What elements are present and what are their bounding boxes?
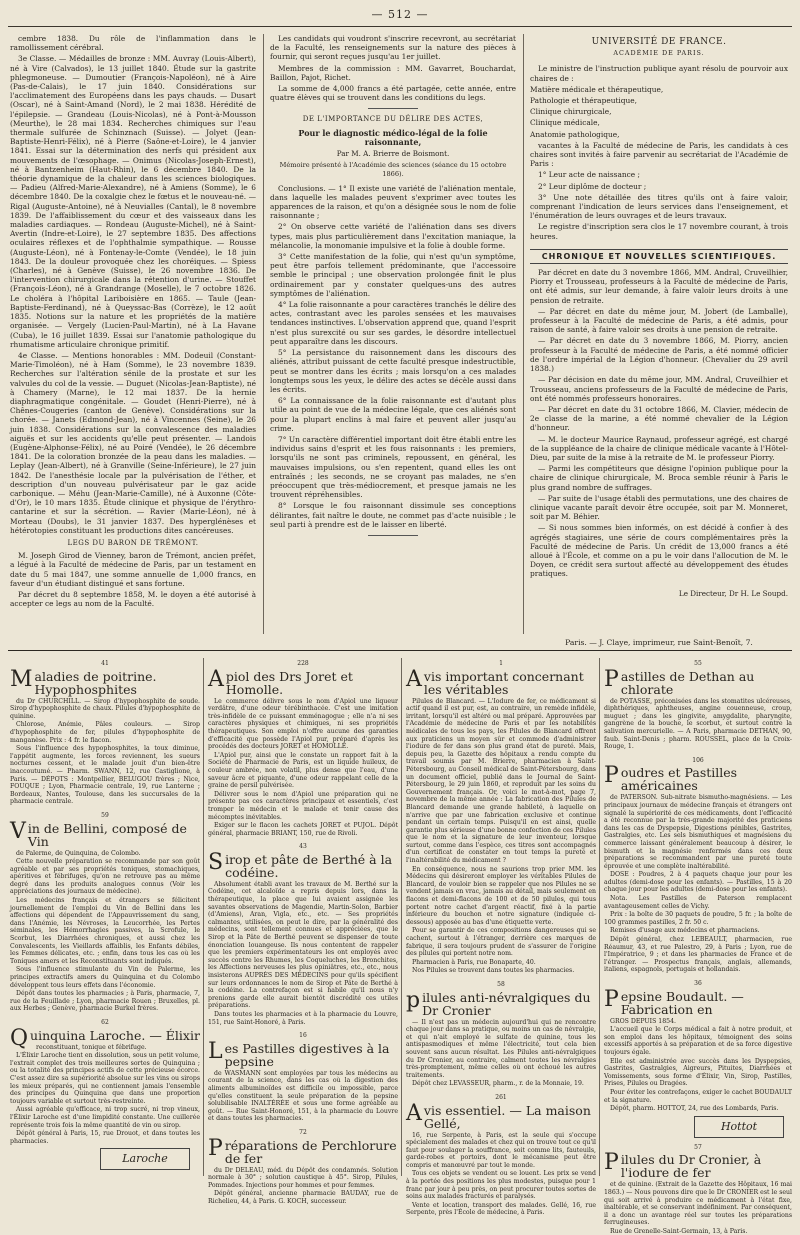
handwritten-signature: Laroche [100, 1148, 190, 1170]
column-2 [270, 34, 516, 636]
ad-title-initial: P [604, 986, 619, 1012]
ad-text: Pharmacien à Paris, rue Bonaparte, 40. [412, 958, 536, 966]
ad-title [10, 818, 200, 849]
ad-text: de PATERSON. Sub-nitrate bismutho-magnésiens. — Les principaux journaux de médecine français et étrangers ont signalé la supériorité de ces médicaments, dont l'efficacité a été reconnue par la très-grande majorité des praticiens dans les cas de Dyspepsie, Digestions pénibles, Gastrites, Gastralgies, etc. Les sels bismuthiques et magnésiens du commerce laissant généralement beaucoup à désirer, le bismuth et la magnésie renfermés dans ces deux préparations se recommandent par une pureté toute éprouvée et une complète inaltérabilité. [604, 794, 792, 870]
paragraph: 5° La persistance du raisonnement dans les discours des aliénés, attribut puissant de cette faculté presque indestructible, peut se montrer dans les écrits ; mais lorsqu'on a ces malades longtemps sous les yeux, le délire des actes se décèle aussi dans les écrits. [270, 348, 516, 394]
university-heading: UNIVERSITÉ DE FRANCE. [591, 37, 727, 47]
advertisement [10, 1019, 200, 1170]
ad-text: de WASMANN sont employées par tous les médecins au courant de la science, dans les cas où la digestion des aliments albuminoïdes est difficile ou impossible, parce qu'elles constituent la seule préparation de la pepsine solubilisable INALTÉRÉE et sous une forme agréable au goût. — Rue Saint-Honoré, 151, à la pharmacie du Louvre et dans toutes les pharmacies. [208, 1069, 398, 1123]
ad-title [208, 1135, 398, 1166]
chairs-intro: Le ministre de l'instruction publique ayant résolu de pourvoir aux chaires de : [530, 64, 788, 83]
chairs-list [530, 85, 788, 139]
ad-title-rest: in de Bellini, composé de Vin [27, 820, 187, 849]
advertisement [604, 757, 792, 974]
paragraph: — Si nous sommes bien informés, on est décidé à confier à des agrégés stagiaires, une série de cours complémentaires près la Faculté de médecine de Paris. Un crédit de 13,000 francs a été alloué à l'École, et comme on a pu le voir dans l'allocution de M. le Doyen, ce crédit sera surtout affecté au développement des études pratiques. [530, 523, 788, 579]
ad-title-rest: oudres et Pastilles américaines [620, 765, 738, 794]
news-list [530, 268, 788, 579]
ad-text: Vente et location, transport des malades. Gellé, 16, rue Serpente, près l'École de médecine, à Paris. [406, 1201, 596, 1217]
ad-number: 106 [692, 756, 704, 764]
paragraph: — Par décret en date du 31 octobre 1866, M. Clavier, médecin de 2e classe de la marine, a été nommé chevalier de la Légion d'honneur. [530, 404, 788, 433]
ad-text: DOSE : Poudres, 2 à 4 paquets chaque jour pour les adultes (demi-dose pour les enfants). — Pastilles, 15 à 20 chaque jour pour les adultes (demi-dose pour les enfants). [604, 871, 792, 894]
ad-title-rest: es Pastilles digestives à la pepsine [224, 1040, 390, 1069]
ad-text: Pour se garantir de ces compositions dangereuses qui se cachent, surtout à l'étranger, derrière ces marques de fabrique, il sera toujours prudent de s'assurer de l'origine des pilules qui portent notre nom. [406, 927, 596, 958]
ad-title-initial: S [208, 849, 224, 875]
column-divider [263, 34, 264, 634]
ad-text: Prix : la boîte de 30 paquets de poudre, 5 fr. ; la boîte de 100 grammes pastilles, 2 fr. 50 c. [604, 911, 792, 926]
ad-title-rest: ilules anti-névralgiques du Dr Cronier [422, 989, 591, 1018]
advertisement [406, 981, 596, 1088]
ad-text: Tous ces objets se vendent ou se louent. Les prix se vend à la portée des positions les plus modestes, puisque pour 1 franc par jour à peu près, on peut procurer toutes sortes de soins aux malades fracturés et paralysés. [406, 1170, 596, 1201]
paragraph: — Parmi les compétiteurs que désigne l'opinion publique pour la chaire de clinique chirurgicale, M. Broca semble réunir à Paris le plus grand nombre de suffrages. [530, 464, 788, 492]
paragraph: 3° Une note détaillée des titres qu'ils ont à faire valoir, comprenant l'indication de leurs services dans l'enseignement, et l'énumération de leurs ouvrages et de leurs travaux. [530, 192, 788, 221]
advertisement [10, 660, 200, 806]
ad-text: Délivrer sous le nom d'Apiol une préparation qui ne présente pas ces caractères principaux et essentiels, c'est tromper le médecin et le malade et tenir cause des mécomptes inévitables. [208, 790, 398, 821]
paragraph: Clinique médicale, [530, 118, 600, 128]
ad-text: Dépôt, pharm. HOTTOT, 24, rue des Lombards, Paris. [610, 1105, 779, 1113]
ad-text: du Dr DELEAU, méd. du Dépôt des condamnés. Solution normale à 30° ; solution caustique à 45°. Sirop, Pilules, Pommades. Injections pour hommes et pour femmes. [208, 1166, 398, 1189]
paragraph: 2° Leur diplôme de docteur ; [538, 181, 647, 191]
ad-text: Le commerce délivre sous le nom d'Apiol une liqueur verdâtre, d'une odeur térébinthacée. C'est une imitation très-infidèle de ce puissant emménagogue ; elle n'a ni ses caractères physiques et chimiques, ni ses propriétés thérapeutiques. Son emploi n'offre aucune des garanties d'efficacité que possède l'Apiol pur, préparé d'après les procédés des docteurs JORET et HOMOLLE. [208, 697, 398, 751]
ad-text: Nos Pilules se trouvent dans toutes les pharmacies. [412, 967, 575, 975]
ad-number: 58 [497, 980, 505, 988]
paragraph: Par décret en date du 3 novembre 1866, MM. Andral, Cruveilhier, Piorry et Trousseau, professeurs à la Faculté de médecine de Paris, ont été admis, sur leur demande, à faire valoir leurs droits à une pension de retraite. [530, 268, 788, 305]
chairs-p2: vacantes à la Faculté de médecine de Paris, les candidats à ces chaires sont invités à faire parvenir au secrétariat de l'Académie de Paris : [530, 140, 788, 169]
advertisement [604, 1144, 792, 1235]
legs-title: LEGS DU BARON DE TRÉMONT. [67, 538, 199, 547]
ad-text: Chlorose, Anémie, Pâles couleurs. — Sirop d'hypophosphite de fer, pilules d'hypophosphite de manganèse. Prix : 4 fr. le flacon. [10, 721, 200, 744]
ad-title-initial: A [208, 666, 224, 692]
paragraph: Les candidats qui voudront s'inscrire recevront, au secrétariat de la Faculté, les renseignements sur la nature des pièces à fournir, qui seront reçues jusqu'au 1er juillet. [270, 34, 516, 62]
paragraph: Clinique chirurgicale, [530, 107, 612, 117]
paragraph: 8° Lorsque le fou raisonnant dissimule ses conceptions délirantes, fait naître le doute, ne commet pas d'acte nuisible ; le seul parti à prendre est de le laisser en liberté. [270, 501, 516, 529]
ad-text: de Palerme, de Quinquina, de Colombo. [16, 849, 141, 857]
ad-title-initial: P [208, 1135, 223, 1161]
paragraph: 3e Classe. — Médailles de bronze : MM. Auvray (Louis-Albert), né à Vire (Calvados), le 13 juillet 1840. Étude sur la gastrite phlegmoneuse. — Dumoutier (François-Napoléon), né à Aire (Pas-de-Calais), le 17 juin 1840. Considérations sur l'acclimatement des Européens dans les pays chauds. — Dusart (Oscar), né à Saint-Amand (Nord), le 2 mai 1838. Hérédité de l'épilepsie. — Grandeau (Louis-Nicolas), né à Pont-à-Mousson (Meurthe), le 28 mai 1834. Recherches chimiques sur l'eau thermale sulfurée de Schinznach (Suisse). — Jolyet (Jean-Baptiste-Henri-Félix), né à Pierre (Saône-et-Loire), le 4 janvier 1841. Essai sur la détermination des nerfs qui président aux mouvements de l'œsophage. — Onimus (Nicolas-Joseph-Ernest), né à Bantzenheim (Haut-Rhin), le 6 décembre 1840. De la théorie dynamique de la chaleur dans les sciences biologiques. — Padieu (Alfred-Marie-Alexandre), né à Amiens (Somme), le 6 décembre 1840. De la coxalgie chez le fœtus et le nouveau-né. — Rigal (Auguste-Antoine), né à Neuvialles (Cantal), le 8 novembre 1839. De l'affaiblissement du cœur et des vaisseaux dans les maladies cardiaques. — Rondeau (Auguste-Michel), né à Saint-Avertin (Indre-et-Loire), le 27 septembre 1835. Des affections oculaires réflexes et de l'ophthalmie sympathique. — Rousse (Auguste-Léon), né à Fontenay-le-Comte (Vendée), le 18 juin 1843. De la douleur provoquée chez les choréiques. — Spiess (Charles), né à Genève (Suisse), le 26 novembre 1836. De l'intervention chirurgicale dans la rétention d'urine. — Stouffet (François-Léon), né à Grandrange (Moselle), le 7 octobre 1826. Le choléra à l'hôpital Lariboisière en 1865. — Taule (Jean-Baptiste-Ferdinand), né à Queyssac-Bas (Corrèze), le 12 août 1835. Notions sur la nature et les propriétés de la matière organisée. — Vergely (Lucien-Paul-Martin), né à La Havane (Cuba), le 16 juillet 1839. Essai sur l'anatomie pathologique du rhumatisme articulaire chronique primitif. [10, 54, 256, 349]
ad-title [10, 666, 200, 697]
ad-title-rest: uinquina Laroche. — Élixir [30, 1027, 200, 1043]
column-1 [10, 34, 256, 636]
ad-text: Nota. Les Pastilles de Paterson remplacent avantageusement celles de Vichy. [604, 895, 792, 910]
ad-title [604, 986, 792, 1017]
ad-text: de POTASSE, préconisées dans les stomatites ulcéreuses, diphthériques, aphtheuses, angine couenneuse, croup, muguet ; dans les gingivite, amygdalite, pharyngite, gangrène de la bouche, le scorbut, et surtout contre la salivation mercurielle. — A Paris, pharmacie DETHAN, 90, faub. Saint-Denis ; pharm. ROUSSEL, place de la Croix-Rouge, 1. [604, 697, 792, 751]
paragraph: 6° La connaissance de la folie raisonnante est d'autant plus utile au point de vue de la médecine légale, que ces aliénés sont pour la plupart enclins à mal faire et peuvent aller jusqu'au crime. [270, 396, 516, 433]
ad-text: Dans toutes les pharmacies et à la pharmacie du Louvre, 151, rue Saint-Honoré, à Paris. [208, 1010, 398, 1026]
article-paragraphs [270, 184, 516, 529]
ad-text: Dépôt dans toutes les pharmacies ; à Paris, pharmacie, 7, rue de la Feuillade ; Lyon, pharmacie Rouen ; Bruxelles, pl. aux Herbes ; Genève, pharmacie Burkel frères. [10, 990, 200, 1013]
ad-column-1 [10, 658, 200, 1176]
paragraph: Conclusions. — 1° Il existe une variété de l'aliénation mentale, dans laquelle les malades peuvent s'exprimer avec toutes les apparences de la raison, et qu'on a désignée sous le nom de folie raisonnante ; [270, 183, 516, 221]
ad-text: Dépôt chez LEVASSEUR, pharm., r. de la Monnaie, 19. [412, 1080, 584, 1088]
ad-title-initial: P [604, 666, 619, 692]
ads-rule [8, 650, 792, 651]
ad-number: 16 [299, 1032, 307, 1040]
ad-text: En conséquence, nous ne saurions trop prier MM. les Médecins qui désireront employer les véritables Pilules de Blancard, de vouloir bien se rappeler que nos Pilules ne se vendent jamais en vrac, jamais au détail, mais seulement en flacons et demi-flacons de 100 et de 50 pilules, qui tous portent notre cachet d'argent réactif, fixé à la partie inférieure du bouchon et notre signature (indiquée ci-dessous) apposée au bas d'une étiquette verte. [406, 865, 596, 926]
academy-heading: ACADÉMIE DE PARIS. [613, 49, 705, 58]
ad-title-initial: P [604, 1150, 619, 1176]
ad-title [604, 763, 792, 794]
ad-title [406, 1100, 596, 1131]
ad-number: 41 [101, 660, 109, 667]
advertisements [0, 658, 800, 1235]
article-memo: Mémoire présenté à l'Académie des sciences (séance du 15 octobre 1866). [279, 161, 507, 179]
ad-text: GROS DEPUIS 1854. [610, 1017, 676, 1025]
advertisement [208, 1032, 398, 1123]
paragraph: 4e Classe. — Mentions honorables : MM. Dodeuil (Constant-Marie-Timoléon), né à Ham (Somme), le 23 novembre 1839. Recherches sur l'altération sénile de la prostate et sur les valvules du col de la vessie. — Duguet (Nicolas-Jean-Baptiste), né à Chamery (Marne), le 12 mai 1837. De la hernie diaphragmatique congénitale. — Goudet (Henri-Pierre), né à Chênes-Cougeries (canton de Genève). Considérations sur la chorée. — Janets (Edmond-Jean), né à Vincennes (Seine), le 26 juin 1838. Considérations sur la convalescence des maladies aiguës et sur les accidents qu'elle peut présenter. — Landois (Eugène-Alphonse-Félix), né au Poiré (Vendée), le 26 décembre 1841. De la coloration bronzée de la peau dans les maladies. — Leplay (Jean-Albert), né à Granville (Seine-Inférieure), le 27 juin 1842. De l'anesthésie locale par la pulvérisation de l'éther, et description d'un nouveau pulvérisateur par le gaz acide carbonique. — Méhu (Jean-Marie-Camille), né à Auxonne (Côte-d'Or), le 10 mars 1835. Étude clinique et physique de l'érythro-cantarine et sur la sécrétion. — Ravier (Marie-Léon), né à Morteau (Doubs), le 31 janvier 1837. Des hyperglénèses et hétérotopies constituant les productions dites cancéreuses. [10, 350, 256, 535]
ad-text: Remises d'usage aux médecins et pharmaciens. [610, 927, 760, 935]
article-author: Par M. A. Brierre de Boismont. [336, 149, 450, 159]
ad-title-rest: ilules du Dr Cronier, à l'iodure de fer [620, 1152, 762, 1181]
paragraph: cembre 1838. Du rôle de l'inflammation dans le ramollissement cérébral. [10, 34, 256, 53]
ad-number: 261 [495, 1093, 507, 1101]
paragraph: 2° On observe cette variété de l'aliénation dans ses divers types, mais plus particulièrement dans l'excitation maniaque, la mélancolie, la monomanie impulsive et la folie à double forme. [270, 222, 516, 250]
paragraph: La somme de 4,000 francs a été partagée, cette année, entre quatre élèves qui se trouvent dans les conditions du legs. [270, 84, 516, 103]
paragraph: Membres de la commission : MM. Gavarret, Bouchardat, Baillon, Pajot, Richet. [270, 63, 516, 82]
paragraph: 7° Un caractère différentiel important doit être établi entre les individus sains d'esprit et les fous raisonnants : les premiers, lorsqu'ils ne sont pas criminels, repoussent, en général, les mauvaises impulsions, ou s'en repentent, quand elles les ont entraînés ; les seconds, ne se croyant pas malades, ne s'en préoccupent que très-médiocrement, et presque jamais ne les trouvent répréhensibles. [270, 434, 516, 500]
paragraph: 4° La folie raisonnante a pour caractères tranchés le délire des actes, contrastant avec les paroles sensées et les mauvaises tendances instinctives. L'observation apprend que, quand l'esprit n'est plus surexcité ou sur ses gardes, le désordre intellectuel peut apparaître dans les discours. [270, 300, 516, 346]
advertisement [208, 1129, 398, 1206]
paragraph: M. Joseph Girod de Vienney, baron de Trémont, ancien préfet, a légué à la Faculté de médecine de Paris, par un testament en date du 5 mai 1847, une somme annuelle de 1,000 francs, en faveur d'un étudiant distingué et sans fortune. [10, 551, 256, 588]
ad-text: Elle est administrée avec succès dans les Dyspepsies, Gastrites, Gastralgies, Aigreurs, Pituites, Diarrhées et Vomissements, sous forme d'Élixir, Vin, Sirop, Pastilles, Prises, Pilules ou Dragées. [604, 1057, 792, 1088]
ad-title-initial: P [604, 763, 619, 789]
ad-title [406, 987, 596, 1018]
ad-text: du Dr CHURCHILL. — Sirop d'hypophosphite de soude. Sirop d'hypophosphite de chaux. Pilules d'hypophosphite de quinine. [10, 697, 200, 720]
ad-text: Dépôt général, ancienne pharmacie BAUDAY, rue de Richelieu, 44, à Paris. G. KOCH, successeur. [208, 1190, 398, 1205]
paragraph: — Par décret en date du 3 novembre 1866, M. Piorry, ancien professeur à la Faculté de médecine de Paris, a été nommé officier de l'ordre impérial de la Légion d'honneur. (Chevalier du 29 avril 1838.) [530, 336, 788, 374]
separator [368, 108, 418, 109]
ad-column-4 [604, 658, 792, 1235]
ad-number: 59 [101, 811, 109, 819]
ad-text: Pilules de Blancard. — L'Iodure de fer, ce médicament si actif quand il est pur, est, au contraire, un remède infidèle, irritant, lorsqu'il est altéré ou mal préparé. Approuvées par l'Académie de médecine de Paris et par les notabilités médicales de tous les pays, les Pilules de Blancard offrent aux praticiens un moyen sûr et commode d'administrer l'iodure de fer dans son plus grand état de pureté. Mais, depuis peu, la Gazette des hôpitaux a rendu compte du travail soumis par M. Brierre, pharmacien à Saint-Pétersbourg, au Conseil médical de Saint-Pétersbourg, dans un document officiel, publié dans le Journal de Saint-Pétersbourg, le 29 juin 1860, et reproduit par les soins du Gouvernement français. Or, voici le mot-à-mot, page 7, novembre de la même année : La fabrication des Pilules de Blancard demande une grande habileté, à laquelle on n'arrive que par une fabrication exclusive et continue pendant un certain temps. Puisqu'il en est ainsi, quelle garantie plus sérieuse d'une bonne confection de ces Pilules que le nom et la signature de leur inventeur, lorsque surtout, comme dans l'espèce, ces titres sont accompagnés d'un certificat de constater en tout temps la pureté et l'inaltérabilité du médicament ? [406, 697, 596, 865]
paragraph: 3° Cette manifestation de la folie, qui n'est qu'un symptôme, peut être parfois tellement prédominante, que l'accessoire semble le principal ; une observation prolongée finit le plus ordinairement par y constater quelques-uns des autres symptômes de l'aliénation. [270, 252, 516, 298]
paragraph: Pathologie et thérapeutique, [530, 96, 638, 106]
paragraph: Par décret du 8 septembre 1858, M. le doyen a été autorisé à accepter ce legs au nom de la Faculté. [10, 589, 256, 609]
requirements-list [530, 170, 788, 220]
ad-text: Cette nouvelle préparation se recommande par son goût agréable et par ses propriétés toniques, stomachiques, apéritives et fébrifuges, qu'on ne retrouve pas au même degré dans les produits analogues connus (Voir les appréciations des journaux de médecine). [10, 858, 200, 896]
advertisement [208, 843, 398, 1026]
advertisement [406, 660, 596, 975]
ad-text: Rue de Grenelle-Saint-Germain, 13, à Paris. [610, 1227, 748, 1235]
paragraph: — Par suite de l'usage établi des permutations, une des chaires de clinique vacante paraît devoir être occupée, soit par M. Monneret, soit par M. Béhier. [530, 493, 788, 522]
ad-text: Sous l'influence stimulante du Vin de Palerme, les principes extractifs amers du Quinquina et du Colombo développent tous leurs effets dans l'économie. [10, 966, 200, 989]
ad-title-rest: vis essentiel. — La maison Gellé, [423, 1102, 591, 1131]
ad-title [604, 1150, 792, 1181]
legs-paragraphs [10, 551, 256, 608]
ad-number: 57 [694, 1143, 702, 1151]
ad-number: 43 [299, 843, 307, 851]
column-divider [523, 34, 524, 634]
ad-text: L'Apiol pur, ainsi que le constate un rapport fait à la Société de Pharmacie de Paris, est un liquide huileux, de couleur ambrée, non volatil, plus dense que l'eau, d'une saveur âcre et piquante, d'une odeur rappelant celle de la graine de persil pulvérisée. [208, 751, 398, 790]
ad-text: L'Élixir Laroche tient en dissolution, sous un petit volume, l'extrait complet des trois meilleures sortes de Quinquina ; ou la totalité des principes actifs de cette précieuse écorce. C'est assez dire sa supériorité absolue sur les vins ou sirops les mieux préparés, qui ne contiennent jamais l'ensemble des principes du Quinquina que dans une proportion toujours variable et surtout très-restreinte. [10, 1052, 200, 1105]
ad-title-initial: A [406, 1100, 422, 1126]
advertisement [406, 1094, 596, 1217]
ad-text: L'accueil que le Corps médical a fait à notre produit, et son emploi dans les hôpitaux, témoignent des soins excessifs apportés à sa préparation et de sa force digestive toujours égale. [604, 1026, 792, 1056]
ad-title-rest: piol des Drs Joret et Homolle. [225, 668, 353, 697]
ad-text: Absolument établi avant les travaux de M. Berthé sur la Codéine, cet alcaloïde a repris depuis lors, dans la thérapeutique, la place que lui avaient assignée les savantes observations de Magendie, Martin-Solon, Barbier (d'Amiens), Aran, Vigla, etc., etc. — Ses propriétés calmantes, utilisées, on peut le dire, par la généralité des médecins, sont tellement connues et appréciées, que le Sirop et la Pâte de Berthé peuvent se dispenser de toute énonciation louangeuse. Ils nous contentent de rappeler que les premiers expérimentateurs les ont employés avec succès contre les Rhumes, les Coqueluches, les Bronchites, les Affections nerveuses les plus opiniâtres, etc., etc., nous insisterons AUPRÈS DES MÉDECINS pour qu'ils spécifient sur leurs ordonnances le nom de Sirop et Pâte de Berthé à la codéine. La contrefaçon est si habile qu'il nous n'y prenions garde elle aurait bientôt discrédité ces utiles préparations. [208, 880, 398, 1010]
ad-number: 72 [299, 1128, 307, 1136]
ad-title-initial: Q [10, 1025, 29, 1051]
handwritten-signature: Hottot [694, 1116, 784, 1138]
ad-text: 16, rue Serpente, à Paris, est la seule qui s'occupe spécialement des malades et chez qui on trouve tout ce qu'il faut pour soulager la souffrance, soit comme lits, fauteuils, garde-robes et portoirs, dont le mécanisme peut être compris et manœuvré par tout le monde. [406, 1131, 596, 1169]
paragraph: Anatomie pathologique, [530, 129, 620, 139]
ad-title-initial: A [406, 666, 422, 692]
page-header [0, 8, 800, 30]
ad-text: reconstituant, tonique et fébrifuge. [36, 1043, 147, 1051]
ad-title-initial: V [10, 818, 26, 844]
ad-text: et de quinine. (Extrait de la Gazette des Hôpitaux, 16 mai 1863.) — Nous pouvons dire que le Dr CRONIER est le seul qui soit arrivé à produire ce médicament à l'état fixe, inaltérable, et se conservant indéfiniment. Par conséquent, il a donc un avantage réel sur toutes les préparations ferrugineuses. [604, 1181, 792, 1227]
ad-text: Sous l'influence des hypophosphites, la toux diminue, l'appétit augmente, les forces reviennent, les sueurs nocturnes cessent, et le malade jouit d'un bien-être inaccoutumé. — Pharm. SWANN, 12, rue Castiglione, à Paris. — DÉPOTS : Montpellier, BELUGOU frères ; Nice, FOUQUE ; Lyon, Pharmacie centrale, 19, rue Lanterne ; Bordeaux, Nantes, Toulouse, dans les succursales de la pharmacie centrale. [10, 745, 200, 806]
ad-title [208, 849, 398, 880]
ad-divider [203, 658, 204, 1176]
ad-divider [599, 658, 600, 1176]
chairs-p3: Le registre d'inscription sera clos le 17 novembre courant, à trois heures. [530, 222, 788, 241]
ad-text: Les médecins français et étrangers se félicitent journellement de l'emploi du Vin de Bellini dans les affections qui dépendent de l'Appauvrissement du sang, dans l'Anémie, les Névroses, la Leucorrhée, les Pertes séminales, les Hémorrhagies passives, la Scrofule, le Scorbut, les Diarrhées chroniques, et aussi chez les Convalescents, les Vieillards affaiblis, les Enfants débiles, les Femmes délicates, etc. ; enfin, dans tous les cas où les Toniques amers et les Reconstituants sont indiqués. [10, 897, 200, 965]
header-rule [8, 26, 792, 27]
ad-title-rest: astilles de Dethan au chlorate [620, 668, 755, 697]
ad-title-initial: p [406, 987, 421, 1013]
paragraph: — Par décision en date du même jour, MM. Andral, Cruveilhier et Trousseau, anciens professeurs de la Faculté de médecine de Paris, ont été nommés professeurs honoraires. [530, 375, 788, 403]
ad-title [406, 666, 596, 697]
ad-title-rest: réparations de Perchlorure de fer [224, 1137, 397, 1166]
ad-title-initial: M [10, 666, 33, 692]
ad-title [208, 666, 398, 697]
ad-number: 62 [101, 1018, 109, 1026]
advertisement [604, 980, 792, 1138]
ad-title-initial: L [208, 1038, 223, 1064]
ad-number: 55 [694, 660, 702, 667]
chronicle-heading: CHRONIQUE ET NOUVELLES SCIENTIFIQUES. [530, 249, 788, 264]
ad-title-rest: irop et pâte de Berthé à la codéine. [225, 851, 393, 880]
column-3 [530, 34, 788, 636]
printer-line: Paris. — J. Claye, imprimeur, rue Saint-Benoît, 7. [565, 638, 753, 647]
ad-title-rest: epsine Boudault. — Fabrication en [620, 988, 744, 1017]
advertisement [208, 660, 398, 837]
column-2-intro [270, 34, 516, 102]
ad-column-2 [208, 658, 398, 1205]
paragraph: — M. le docteur Maurice Raynaud, professeur agrégé, est chargé de la suppléance de la chaire de clinique médicale vacante à l'Hôtel-Dieu, par suite de la mise à la retraite de M. le professeur Piorry. [530, 434, 788, 462]
page-number: — 512 — [371, 8, 429, 21]
ad-number: 36 [694, 980, 702, 987]
column-1-paragraphs [10, 34, 256, 535]
ad-text: Pour éviter les contrefaçons, exiger le cachet BOUDAULT et la signature. [604, 1088, 792, 1104]
separator [368, 535, 418, 536]
ad-title-rest: vis important concernant les véritables [423, 668, 584, 697]
ad-number: 1 [499, 660, 503, 667]
ad-title [208, 1038, 398, 1069]
paragraph: 1° Leur acte de naissance ; [538, 170, 640, 180]
director-signature: Le Directeur, Dr H. Le Soupd. [678, 588, 788, 598]
ad-column-3 [406, 658, 596, 1217]
ad-text: Dépôt général à Paris, 15, rue Drouot, et dans toutes les pharmacies. [10, 1130, 200, 1145]
advertisement [604, 660, 792, 751]
paragraph: — Par décret en date du même jour, M. Jobert (de Lamballe), professeur à la Faculté de médecine de Paris, a été admis, pour raison de santé, à faire valoir ses droits à une pension de retraite. [530, 306, 788, 335]
ad-divider [401, 658, 402, 1176]
ad-title [604, 666, 792, 697]
ad-text: Exiger sur le flacon les cachets JORET et PUJOL. Dépôt général, pharmacie BRIANT, 150, rue de Rivoli. [208, 822, 398, 837]
ad-number: 228 [297, 660, 309, 667]
ad-title-rest: aladies de poitrine. Hypophosphites [34, 668, 157, 697]
advertisement [10, 812, 200, 1013]
article-title: DE L'IMPORTANCE DU DÉLIRE DES ACTES, [302, 115, 484, 124]
ad-text: — Il n'est pas un médecin aujourd'hui qui ne rencontre chaque jour dans sa pratique, ou moins un cas de névralgie, et qui n'ait employé le sulfate de quinine, tous les antispasmodiques et même l'électricité, tout cela bien souvent sans aucun résultat. Les Pilules anti-névralgiques du Dr Cronier, au contraire, calment toutes les névralgies très-promptement, même celles où ont échoué les autres traitements. [406, 1018, 596, 1079]
ad-text: Aussi agréable qu'efficace, ni trop sucré, ni trop vineux, l'Élixir Laroche est d'une limpidité constante. Une cuillerée représente trois fois la même quantité de vin ou sirop. [10, 1106, 200, 1129]
article-subtitle: Pour le diagnostic médico-légal de la folie raisonnante, [298, 127, 488, 147]
ad-text: Dépôt général, chez LEBEAULT, pharmacien, rue Réaumur, 43, et rue Palestro, 29, à Paris ; Lyon, rue de l'Impératrice, 9 ; et dans les pharmacies de France et de l'étranger. — Prospectus français, anglais, allemands, italiens, espagnols, portugais et hollandais. [604, 936, 792, 974]
paragraph: Matière médicale et thérapeutique, [530, 84, 664, 94]
